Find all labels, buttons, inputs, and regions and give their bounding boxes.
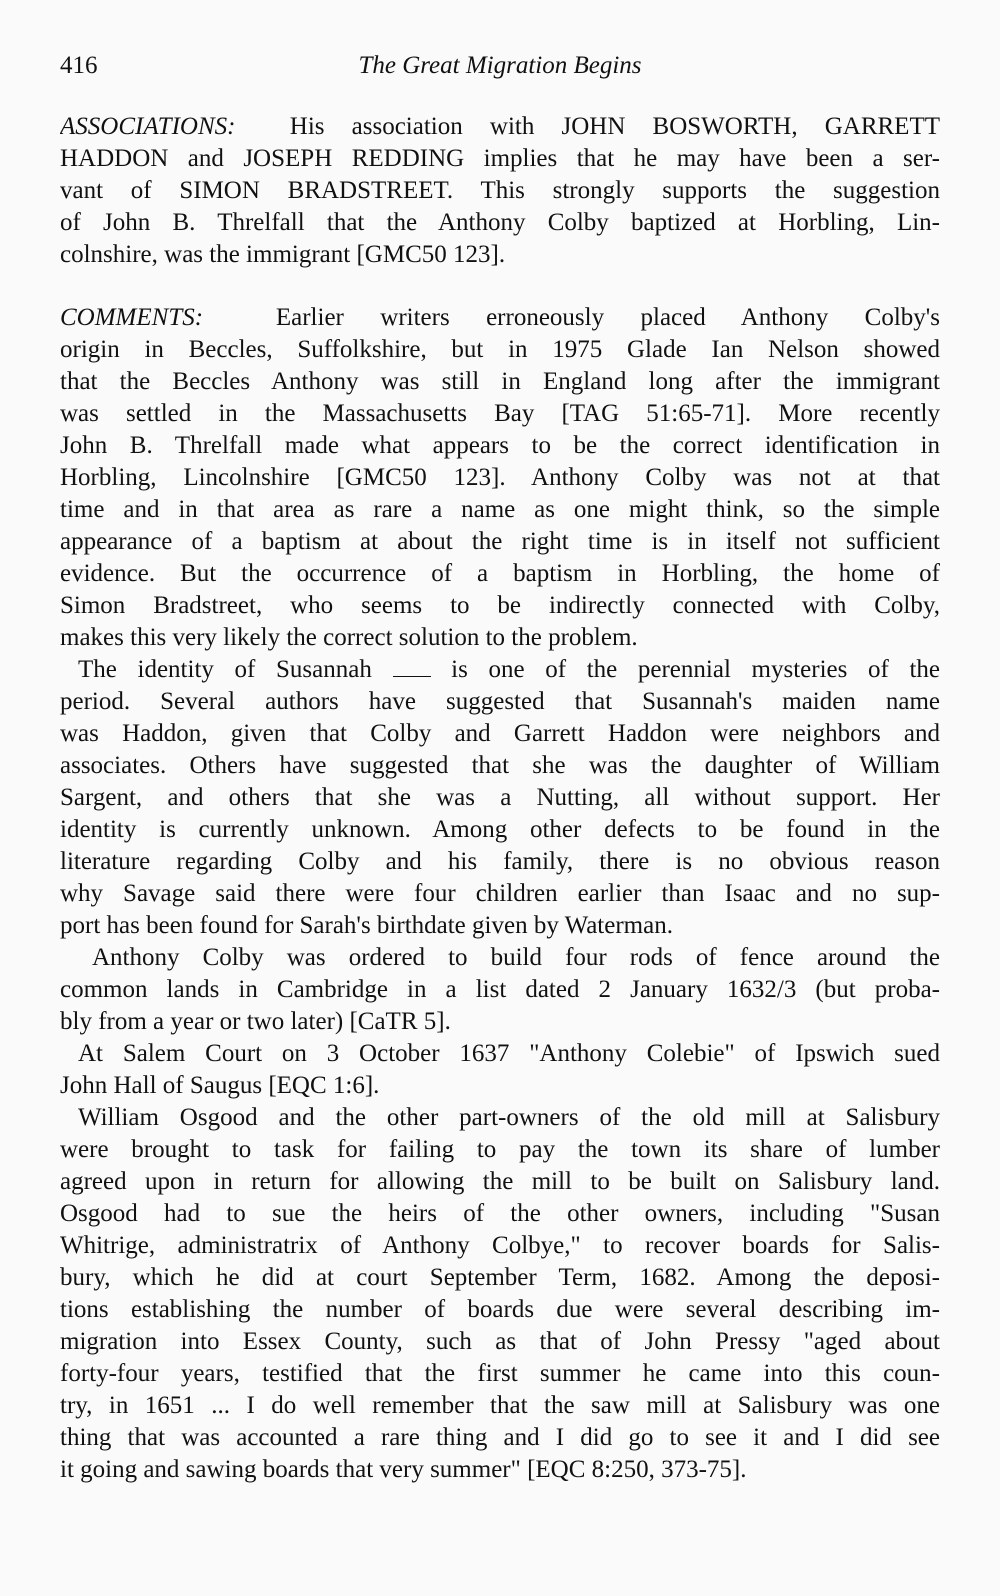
page-number: 416 [60, 52, 98, 79]
text-line: it going and sawing boards that very summer" [EQC 8:250, 373-75]. [60, 1456, 747, 1483]
text-line: Horbling, Lincolnshire [GMC50 123]. Anthony Colby was not at that [60, 464, 940, 491]
text-line: was settled in the Massachusetts Bay [TAG 51:65-71]. More recently [60, 400, 940, 427]
text-line: was Haddon, given that Colby and Garrett Haddon were neighbors and [60, 720, 940, 747]
page-body [60, 111, 940, 1486]
running-title: The Great Migration Begins [358, 52, 642, 79]
text-line: makes this very likely the correct solution to the problem. [60, 624, 638, 651]
text-line: period. Several authors have suggested that Susannah's maiden name [60, 688, 940, 715]
page-header [60, 46, 940, 86]
comments-label: COMMENTS: [60, 304, 204, 331]
text-line: tions establishing the number of boards due were several describing im- [60, 1296, 940, 1323]
susannah-paragraph [60, 654, 940, 942]
text-line: John B. Threlfall made what appears to be the correct identification in [60, 432, 940, 459]
text-line: common lands in Cambridge in a list dated 2 January 1632/3 (but proba- [60, 976, 940, 1003]
text-line: that the Beccles Anthony was still in England long after the immigrant [60, 368, 940, 395]
text-line: appearance of a baptism at about the right time is in itself not sufficient [60, 528, 940, 555]
text-line: At Salem Court on 3 October 1637 "Anthony Colebie" of Ipswich sued [78, 1040, 940, 1067]
text-line: bly from a year or two later) [CaTR 5]. [60, 1008, 451, 1035]
text-line: Sargent, and others that she was a Nutting, all without support. Her [60, 784, 940, 811]
text-line: agreed upon in return for allowing the mill to be built on Salisbury land. [60, 1168, 940, 1195]
text-line: of John B. Threlfall that the Anthony Colby baptized at Horbling, Lin- [60, 209, 940, 236]
text-line: William Osgood and the other part-owners of the old mill at Salisbury [78, 1104, 940, 1131]
text-line: Osgood had to sue the heirs of the other owners, including "Susan [60, 1200, 940, 1227]
text-line: John Hall of Saugus [EQC 1:6]. [60, 1072, 380, 1099]
text-line: migration into Essex County, such as that of John Pressy "aged about [60, 1328, 940, 1355]
associations-section [60, 111, 940, 271]
text-line: The identity of Susannah is one of the perennial mysteries of the [78, 656, 940, 683]
associations-label: ASSOCIATIONS: [60, 113, 236, 140]
text-line: port has been found for Sarah's birthdate given by Waterman. [60, 912, 673, 939]
salem-court-paragraph [60, 1038, 940, 1102]
text-line: thing that was accounted a rare thing and I did go to see it and I did see [60, 1424, 940, 1451]
text-line: were brought to task for failing to pay the town its share of lumber [60, 1136, 940, 1163]
comments-section [60, 302, 940, 654]
text-line: HADDON and JOSEPH REDDING implies that he may have been a ser- [60, 145, 940, 172]
text-line: try, in 1651 ... I do well remember that the saw mill at Salisbury was one [60, 1392, 940, 1419]
text-line: COMMENTS: Earlier writers erroneously placed Anthony Colby's [60, 304, 940, 331]
text-line: colnshire, was the immigrant [GMC50 123]. [60, 241, 506, 268]
text-line: Simon Bradstreet, who seems to be indirectly connected with Colby, [60, 592, 940, 619]
surname-blank [393, 658, 431, 677]
text-line: bury, which he did at court September Term, 1682. Among the deposi- [60, 1264, 940, 1291]
text-line: literature regarding Colby and his family, there is no obvious reason [60, 848, 940, 875]
text-line: vant of SIMON BRADSTREET. This strongly supports the suggestion [60, 177, 940, 204]
text-line: forty-four years, testified that the first summer he came into this coun- [60, 1360, 940, 1387]
text-line: evidence. But the occurrence of a baptism in Horbling, the home of [60, 560, 940, 587]
text-line: origin in Beccles, Suffolkshire, but in 1975 Glade Ian Nelson showed [60, 336, 940, 363]
text-line: Whitrige, administratrix of Anthony Colbye," to recover boards for Salis- [60, 1232, 940, 1259]
text-line: associates. Others have suggested that she was the daughter of William [60, 752, 940, 779]
text-line: Anthony Colby was ordered to build four rods of fence around the [92, 944, 940, 971]
text-line: time and in that area as rare a name as one might think, so the simple [60, 496, 940, 523]
text-line: identity is currently unknown. Among other defects to be found in the [60, 816, 940, 843]
text-line: ASSOCIATIONS: His association with JOHN BOSWORTH, GARRETT [60, 113, 940, 140]
text-line: why Savage said there were four children earlier than Isaac and no sup- [60, 880, 940, 907]
fence-paragraph [60, 942, 940, 1038]
mill-paragraph [60, 1102, 940, 1486]
